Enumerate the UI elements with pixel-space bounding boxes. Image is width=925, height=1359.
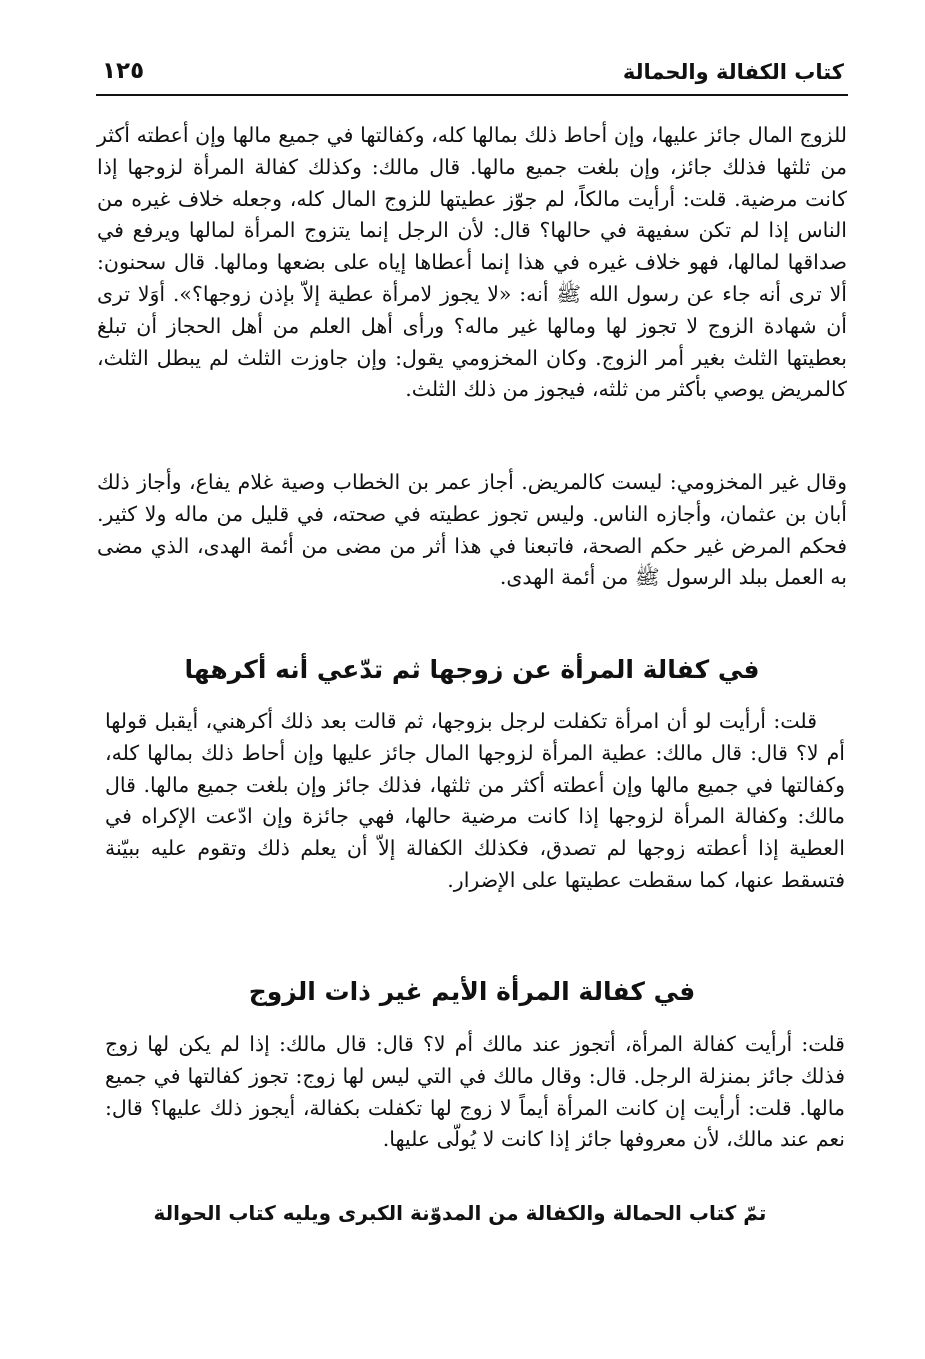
chapter-closing-note: تمّ كتاب الحمالة والكفالة من المدوّنة الكبرى ويليه كتاب الحوالة [153,1201,767,1225]
paragraph-3-text: قلت: أرأيت لو أن امرأة تكفلت لرجل بزوجها، ثم قالت بعد ذلك أكرهني، أيقبل قولها أم لا؟ قال: قال مالك: عطية المرأة لزوجها المال جائز عليها وإن أحاط ذلك بمالها كله، وكفالتها في جميع مالها وإن أعطته أكثر من ثلثها، فذلك جائز وإن بلغت جميع مالها. قال مالك: وكفالة المرأة لزوجها إذا كانت مرضية حالها، فهي جائزة وإن ادّعت الإكراه في العطية إذا أعطته زوجها لم تصدق، فكذلك الكفالة إلاّ أن يعلم ذلك وتقوم عليه ببيّنة فتسقط عنها، كما سقطت عطيتها على الإضرار. [105,709,845,892]
paragraph-4: قلت: أرأيت كفالة المرأة، أتجوز عند مالك أم لا؟ قال: قال مالك: إذا لم يكن لها زوج فذلك جائز بمنزلة الرجل. قال: وقال مالك في التي ليس لها زوج: تجوز كفالتها في جميع مالها. قلت: أرأيت إن كانت المرأة أيماً لا زوج لها تكفلت بكفالة، أيجوز ذلك عليها؟ قال: نعم عند مالك، لأن معروفها جائز إذا كانت لا يُولّى عليها. [105,1032,845,1152]
paragraph-1: للزوج المال جائز عليها، وإن أحاط ذلك بمالها كله، وكفالتها في جميع مالها وإن أعطته أكثر من ثلثها فذلك جائز، وإن بلغت جميع مالها. قال مالك: وكذلك كفالة المرأة لزوجها إذا كانت مرضية. قلت: أرأيت مالكاً، لم جوّز عطيتها للزوج المال كله، وجعله خلاف غيره من الناس إذا لم تكن سفيهة في حالها؟ قال: لأن الرجل إنما يتزوج المرأة لمالها ويرفع في صداقها لمالها، فهو خلاف غيره في هذا إنما أعطاها إياه على بضعها ومالها. قال سحنون: ألا ترى أنه جاء عن رسول الله ﷺ أنه: «لا يجوز لامرأة عطية إلاّ بإذن زوجها؟». أوَلا ترى أن شهادة الزوج لا تجوز لها ومالها غير ماله؟ ورأى أهل العلم من أهل الحجاز أن تبلغ بعطيتها الثلث بغير أمر الزوج. وكان المخزومي يقول: وإن جاوزت الثلث لم يبطل الثلث، كالمريض يوصي بأكثر من ثلثه، فيجوز من ذلك الثلث. [97,123,847,402]
paragraph-3 [105,706,845,897]
section-heading-unmarried-woman: في كفالة المرأة الأيم غير ذات الزوج [248,977,696,1006]
paragraph-2: وقال غير المخزومي: ليست كالمريض. أجاز عمر بن الخطاب وصية غلام يفاع، وأجاز ذلك أبان بن عثمان، وأجازه الناس. وليس تجوز عطيته في صحته، في قليل من ماله ولا كثير. فحكم المرض غير حكم الصحة، فاتبعنا في هذا أثر من مضى من أئمة الهدى، الذي مضى به العمل ببلد الرسول ﷺ من أئمة الهدى. [97,470,847,590]
book-title: كتاب الكفالة والحمالة [622,60,844,84]
page-number: ١٢٥ [102,58,145,84]
running-header [96,58,848,96]
section-heading-wife-guarantee: في كفالة المرأة عن زوجها ثم تدّعي أنه أكرهها [184,655,760,684]
